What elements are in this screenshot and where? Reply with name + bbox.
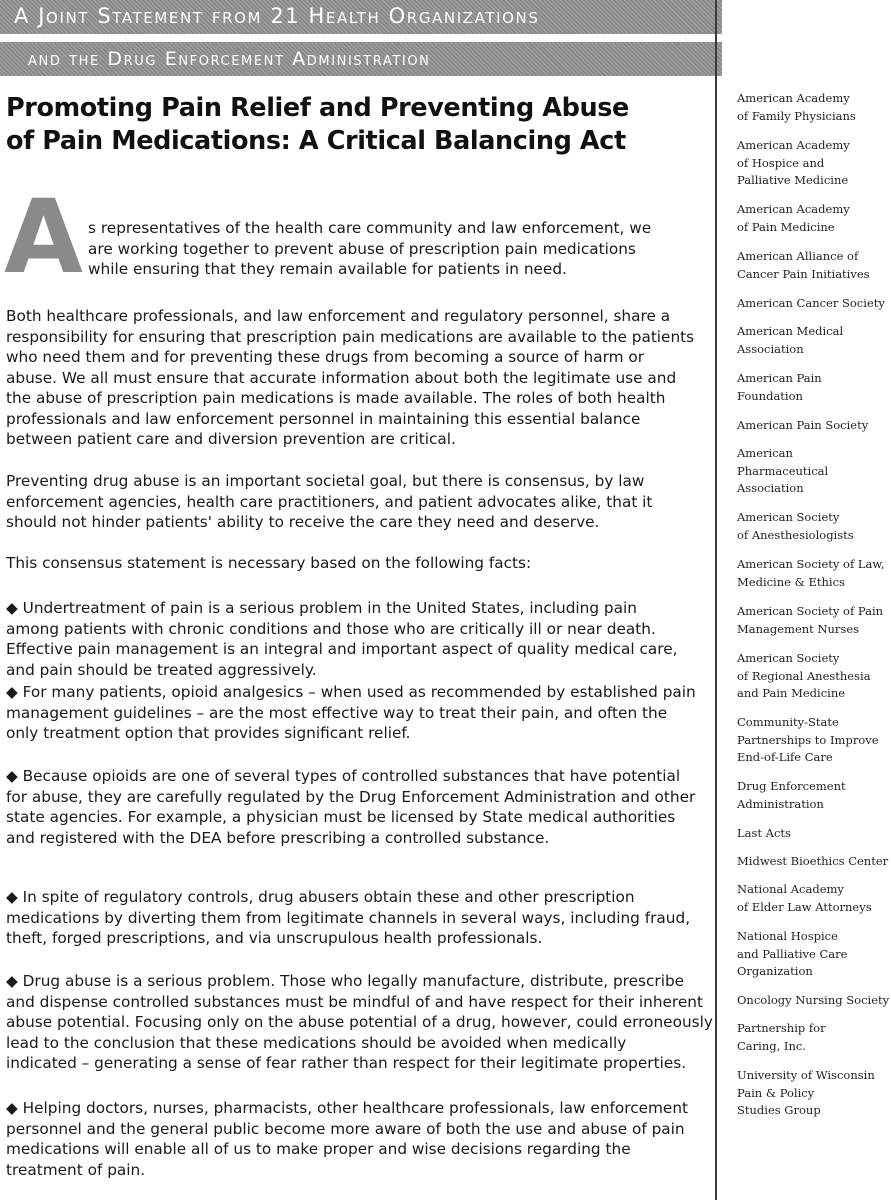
body-paragraph bbox=[6, 306, 714, 450]
paragraph-line: for abuse, they are carefully regulated by the Drug Enforcement Administration and other bbox=[6, 787, 696, 806]
paragraph-line: Both healthcare professionals, and law enforcement and regulatory personnel, share a bbox=[6, 307, 671, 325]
header-banner-bottom bbox=[0, 42, 722, 76]
organization-item bbox=[737, 370, 822, 405]
drop-cap: A bbox=[4, 178, 83, 297]
organization-name-line: American Society bbox=[737, 510, 840, 524]
paragraph-line: ◆ Drug abuse is a serious problem. Those who legally manufacture, distribute, prescribe bbox=[6, 972, 685, 990]
organization-item bbox=[737, 778, 846, 813]
organization-name-line: Community-State bbox=[737, 715, 839, 729]
paragraph-line: Preventing drug abuse is an important societal goal, but there is consensus, by law bbox=[6, 472, 645, 490]
organization-item bbox=[737, 650, 871, 703]
paragraph-line: responsibility for ensuring that prescription pain medications are available to the patients bbox=[6, 327, 695, 346]
organization-item bbox=[737, 853, 888, 871]
organization-name-line: Last Acts bbox=[737, 826, 791, 840]
paragraph-line: among patients with chronic conditions and those who are critically ill or near death. bbox=[6, 619, 656, 638]
paragraph-line: Effective pain management is an integral and important aspect of quality medical care, bbox=[6, 640, 678, 658]
organization-item bbox=[737, 509, 854, 544]
paragraph-line: abuse. We all must ensure that accurate information about both the legitimate use and bbox=[6, 368, 677, 387]
paragraph-line: theft, forged prescriptions, and via unscrupulous health professionals. bbox=[6, 929, 543, 947]
organization-name-line: Studies Group bbox=[737, 1103, 821, 1117]
organization-name-line: of Regional Anesthesia bbox=[737, 668, 871, 683]
body-paragraph bbox=[6, 1098, 714, 1180]
organization-item bbox=[737, 1067, 875, 1120]
organization-name-line: Organization bbox=[737, 964, 813, 978]
paragraph-line: medications will enable all of us to make proper and wise decisions regarding the bbox=[6, 1140, 631, 1158]
title-line: of Pain Medications: A Critical Balancing Act bbox=[6, 126, 626, 156]
organization-name-line: National Academy bbox=[737, 882, 844, 896]
body-paragraph bbox=[6, 553, 714, 574]
organization-item bbox=[737, 1020, 826, 1055]
organization-item bbox=[737, 201, 850, 236]
organization-name-line: of Pain Medicine bbox=[737, 219, 835, 234]
body-paragraph bbox=[6, 682, 714, 744]
organization-name-line: Pharmaceutical bbox=[737, 463, 829, 478]
paragraph-line: abuse potential. Focusing only on the abuse potential of a drug, however, could erroneously bbox=[6, 1013, 713, 1031]
organization-name-line: of Family Physicians bbox=[737, 108, 856, 123]
organization-name-line: American Society of Law, bbox=[737, 557, 885, 571]
organization-name-line: American Society bbox=[737, 651, 840, 665]
paragraph-line: ◆ For many patients, opioid analgesics – when used as recommended by established pain bbox=[6, 683, 696, 701]
body-paragraph bbox=[6, 887, 714, 949]
paragraph-line: who need them and for preventing these drugs from becoming a source of harm or bbox=[6, 348, 645, 366]
organization-name-line: and Pain Medicine bbox=[737, 686, 846, 700]
organization-item bbox=[737, 417, 868, 435]
intro-paragraph bbox=[88, 218, 708, 280]
intro-line: while ensuring that they remain available for patients in need. bbox=[88, 260, 567, 278]
organization-name-line: American bbox=[737, 446, 793, 460]
organization-item bbox=[737, 556, 885, 591]
body-paragraph bbox=[6, 971, 714, 1074]
organization-name-line: Management Nurses bbox=[737, 621, 860, 636]
paragraph-line: the abuse of prescription pain medications is made available. The roles of both health bbox=[6, 389, 666, 407]
paragraph-line: ◆ In spite of regulatory controls, drug abusers obtain these and other prescription bbox=[6, 888, 635, 906]
organization-item bbox=[737, 603, 883, 638]
paragraph-line: between patient care and diversion prevention are critical. bbox=[6, 430, 456, 448]
organization-name-line: Foundation bbox=[737, 388, 803, 403]
organization-name-line: American Medical bbox=[737, 324, 844, 338]
organization-name-line: Midwest Bioethics Center bbox=[737, 854, 889, 868]
intro-line: are working together to prevent abuse of prescription pain medications bbox=[88, 239, 636, 258]
paragraph-line: should not hinder patients' ability to receive the care they need and deserve. bbox=[6, 513, 600, 531]
organization-item bbox=[737, 714, 879, 767]
paragraph-line: and registered with the DEA before prescribing a controlled substance. bbox=[6, 828, 550, 847]
organization-name-line: and Palliative Care bbox=[737, 946, 848, 961]
paragraph-line: ◆ Undertreatment of pain is a serious problem in the United States, including pain bbox=[6, 599, 637, 617]
intro-line: s representatives of the health care community and law enforcement, we bbox=[88, 219, 652, 237]
paragraph-line: This consensus statement is necessary based on the following facts: bbox=[6, 554, 532, 572]
paragraph-line: medications by diverting them from legitimate channels in several ways, including fraud, bbox=[6, 908, 691, 927]
paragraph-line: management guidelines – are the most effective way to treat their pain, and often the bbox=[6, 703, 668, 722]
paragraph-line: lead to the conclusion that these medications should be avoided when medically bbox=[6, 1033, 627, 1052]
organization-item bbox=[737, 928, 847, 981]
organization-name-line: Association bbox=[737, 481, 804, 495]
organization-item bbox=[737, 295, 885, 313]
organization-name-line: of Anesthesiologists bbox=[737, 527, 854, 542]
organization-name-line: American Pain Society bbox=[737, 418, 869, 432]
organization-name-line: Pain & Policy bbox=[737, 1085, 815, 1100]
body-paragraph bbox=[6, 471, 714, 533]
organization-item bbox=[737, 992, 889, 1010]
organization-item bbox=[737, 137, 850, 190]
paragraph-line: professionals and law enforcement personnel in maintaining this essential balance bbox=[6, 409, 641, 428]
organization-name-line: American Society of Pain bbox=[737, 604, 884, 618]
organization-name-line: End-of-Life Care bbox=[737, 750, 833, 764]
organization-item bbox=[737, 323, 843, 358]
organization-name-line: Caring, Inc. bbox=[737, 1038, 806, 1053]
title-line: Promoting Pain Relief and Preventing Abuse bbox=[6, 93, 629, 123]
organization-name-line: Oncology Nursing Society bbox=[737, 993, 890, 1007]
organization-name-line: Palliative Medicine bbox=[737, 173, 849, 187]
paragraph-line: and pain should be treated aggressively. bbox=[6, 660, 317, 679]
organization-name-line: American Academy bbox=[737, 91, 850, 105]
organization-name-line: Cancer Pain Initiatives bbox=[737, 266, 870, 281]
organization-name-line: American Pain bbox=[737, 371, 822, 385]
paragraph-line: indicated – generating a sense of fear rather than respect for their legitimate properties. bbox=[6, 1054, 687, 1072]
header-line-2: and the Drug Enforcement Administration bbox=[28, 48, 431, 70]
organization-item bbox=[737, 825, 791, 843]
organization-item bbox=[737, 248, 870, 283]
paragraph-line: and dispense controlled substances must be mindful of and have respect for their inherent bbox=[6, 992, 703, 1011]
paragraph-line: personnel and the general public become more aware of both the use and abuse of pain bbox=[6, 1119, 685, 1138]
organization-name-line: of Hospice and bbox=[737, 155, 825, 170]
organization-name-line: Medicine & Ethics bbox=[737, 574, 845, 589]
paragraph-line: ◆ Helping doctors, nurses, pharmacists, other healthcare professionals, law enforcement bbox=[6, 1099, 689, 1117]
paragraph-line: state agencies. For example, a physician must be licensed by State medical authorities bbox=[6, 808, 676, 826]
column-divider bbox=[715, 0, 717, 1200]
organization-name-line: of Elder Law Attorneys bbox=[737, 899, 872, 914]
organization-name-line: Partnership for bbox=[737, 1021, 826, 1035]
paragraph-line: ◆ Because opioids are one of several types of controlled substances that have potential bbox=[6, 767, 681, 785]
organization-name-line: American Cancer Society bbox=[737, 296, 885, 310]
organization-name-line: National Hospice bbox=[737, 929, 838, 943]
organization-name-line: Association bbox=[737, 341, 804, 356]
organization-name-line: American Academy bbox=[737, 138, 850, 152]
page-title bbox=[6, 92, 706, 158]
organization-name-line: Partnerships to Improve bbox=[737, 732, 879, 747]
organization-name-line: Administration bbox=[737, 796, 824, 811]
organization-item bbox=[737, 445, 828, 498]
organization-name-line: American Alliance of bbox=[737, 249, 859, 263]
organization-item bbox=[737, 881, 872, 916]
body-paragraph bbox=[6, 766, 714, 848]
organization-name-line: American Academy bbox=[737, 202, 850, 216]
organization-item bbox=[737, 90, 856, 125]
paragraph-line: enforcement agencies, health care practitioners, and patient advocates alike, that it bbox=[6, 492, 653, 511]
body-paragraph bbox=[6, 598, 714, 680]
header-banner-top bbox=[0, 0, 722, 34]
paragraph-line: treatment of pain. bbox=[6, 1160, 146, 1179]
organization-name-line: University of Wisconsin bbox=[737, 1068, 875, 1082]
header-line-1: A Joint Statement from 21 Health Organizations bbox=[14, 4, 540, 28]
organization-name-line: Drug Enforcement bbox=[737, 779, 846, 793]
paragraph-line: only treatment option that provides significant relief. bbox=[6, 724, 411, 742]
